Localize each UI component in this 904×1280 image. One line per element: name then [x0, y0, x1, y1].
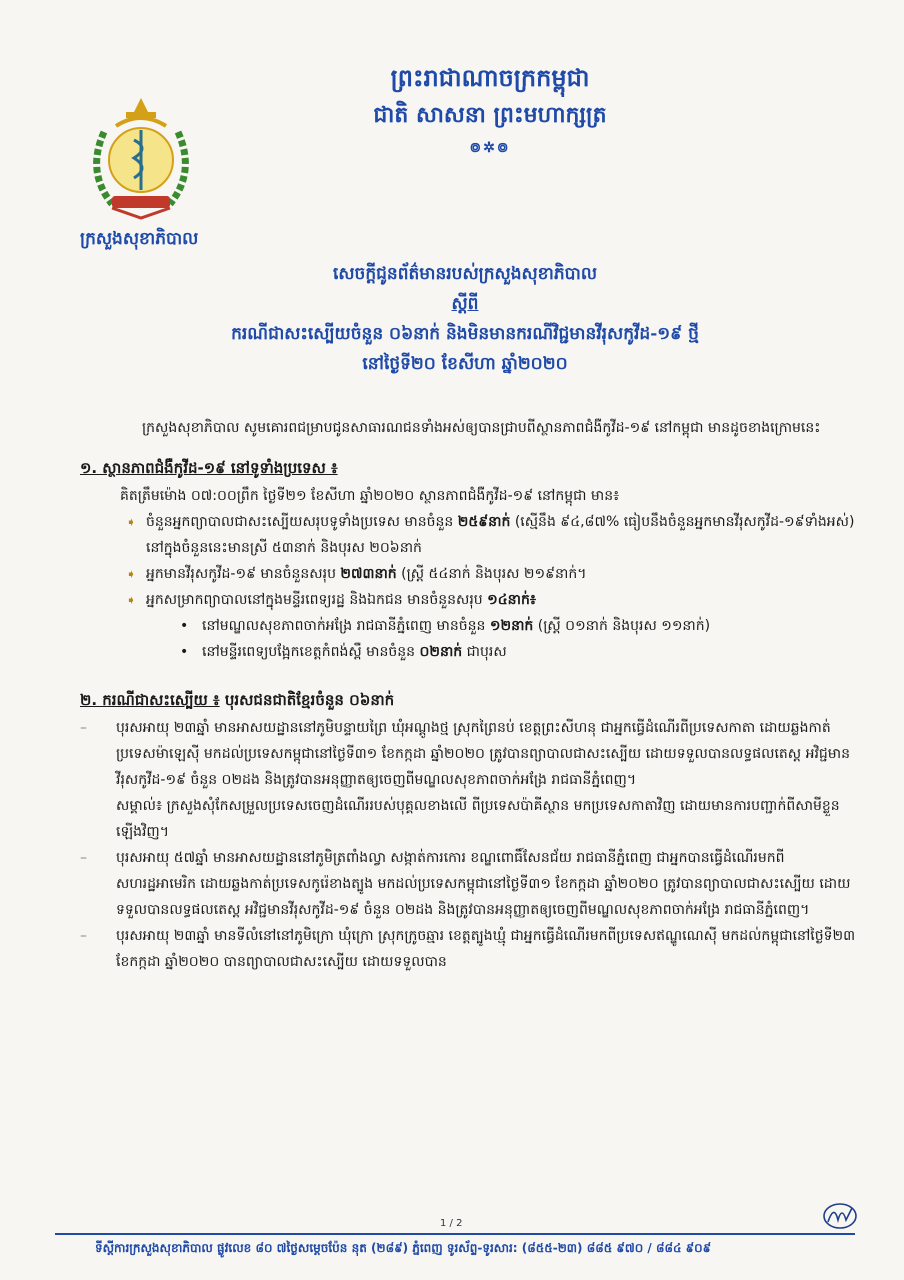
bullet-text: អ្នកសម្រាកព្យាបាលនៅក្នុងមន្ទីរពេទ្យរដ្ឋ និងឯកជន មានចំនួនសរុប: [146, 592, 488, 608]
bullet-cases-total: [126, 561, 860, 587]
title-line-1: សេចក្តីជូនព័ត៌មានរបស់ក្រសួងសុខាភិបាល: [332, 264, 598, 284]
dash-marker: –: [80, 850, 87, 866]
arrow-bullet-icon: ➧: [126, 567, 137, 581]
bullet-hospitalized: [126, 587, 860, 613]
section-2-label: ២. ករណីជាសះស្បើយ ៖: [80, 691, 220, 709]
arrow-bullet-icon: ➧: [126, 515, 137, 529]
sub-bullet-tail: (ស្ត្រី ០១នាក់ និងបុរស ១១នាក់): [533, 618, 711, 634]
kingdom-heading: [300, 62, 680, 158]
initials-signature-icon: [820, 1198, 860, 1232]
bullet-text: ចំនួនអ្នកព្យាបាលជាសះស្បើយសរុបទូទាំងប្រទេស មានចំនួន: [146, 514, 458, 530]
case-3-text: បុរសអាយុ ២៣ឆ្នាំ មានទីលំនៅនៅភូមិក្រោ ឃុំក្រោ ស្រុកក្រូចឆ្មារ ខេត្តត្បូងឃ្មុំ ជាអ្នកធ្វើដំណើរមកពីប្រទេសឥណ្ឌូណេស៊ី មកដល់កម្ពុជានៅថ្ងៃទី២៣ ខែកក្កដា ឆ្នាំ២០២០ បានព្យាបាលជាសះស្បើយ ដោយទទួលបាន: [116, 928, 856, 970]
sub-bullet-chak-angre: [180, 613, 860, 639]
section-2-label-tail: បុរសជនជាតិខ្មែរចំនួន ០៦នាក់: [219, 691, 395, 709]
case-2-text: បុរសអាយុ ៥៧ឆ្នាំ មានអាសយដ្ឋាននៅភូមិត្រពាំងល្វា សង្កាត់ការកោរ ខណ្ឌពោធិ៍សែនជ័យ រាជធានីភ្នំពេញ ជាអ្នកបានធ្វើដំណើរមកពីសហរដ្ឋអាមេរិក ដោយឆ្លងកាត់ប្រទេសកូរ៉េខាងត្បូង មកដល់ប្រទេសកម្ពុជានៅថ្ងៃទី៣១ ខែកក្កដា ឆ្នាំ២០២០ ត្រូវបានព្យាបាលជាសះស្បើយ ដោយទទួលបានលទ្ធផលតេស្ត អវិជ្ជមានវីរុសកូវីដ-១៩ ចំនួន ០២ដង និងត្រូវបានអនុញ្ញាតឲ្យចេញពីមណ្ឌលសុខភាពចាក់អង្រែ រាជធានីភ្នំពេញ។: [116, 850, 851, 918]
sub-bullet-kampong-speu: [180, 639, 860, 665]
section-1-heading: [80, 455, 860, 481]
bullet-recovered-total: [126, 509, 860, 561]
national-motto: ជាតិ សាសនា ព្រះមហាក្សត្រ: [373, 102, 607, 128]
section-1-lead: គិតត្រឹមម៉ោង ០៧:០០ព្រឹក ថ្ងៃទី២១ ខែសីហា ឆ្នាំ២០២០ ស្ថានភាពជំងឺកូវីដ-១៩ នៅកម្ពុជា មាន៖: [120, 488, 620, 504]
sub-bullet-bold: ១២នាក់: [489, 618, 534, 634]
section-2-heading: [80, 687, 860, 713]
sub-bullet-tail: ជាបុរស: [462, 644, 507, 660]
bullet-bold: ២៧៣នាក់: [340, 566, 397, 582]
bullet-text-tail: (ស្ត្រី ៥៤នាក់ និងបុរស ២១៩នាក់។: [396, 566, 587, 582]
press-release-title: [120, 262, 810, 382]
page-number: 1 / 2: [440, 1218, 463, 1229]
ministry-emblem-icon: [82, 92, 200, 222]
dash-marker: –: [80, 720, 87, 736]
section-1-label: ១. ស្ថានភាពជំងឺកូវីដ-១៩ នៅទូទាំងប្រទេស ៖: [80, 459, 338, 477]
case-1-text: បុរសអាយុ ២៣ឆ្នាំ មានអាសយដ្ឋាននៅភូមិបន្ទាយព្រៃ ឃុំអណ្តូងថ្ម ស្រុកព្រៃនប់ ខេត្តព្រះសីហនុ ជាអ្នកធ្វើដំណើរពីប្រទេសកាតា ដោយឆ្លងកាត់ប្រទេសម៉ាឡេស៊ី មកដល់ប្រទេសកម្ពុជានៅថ្ងៃទី៣១ ខែកក្កដា ឆ្នាំ២០២០ ត្រូវបានព្យាបាលជាសះស្បើយ ដោយទទួលបានលទ្ធផលតេស្ត អវិជ្ជមានវីរុសកូវីដ-១៩ ចំនួន ០២ដង និងត្រូវបានអនុញ្ញាតឲ្យចេញពីមណ្ឌលសុខភាពចាក់អង្រែ រាជធានីភ្នំពេញ។: [116, 720, 851, 788]
footer-divider: [55, 1233, 855, 1235]
bullet-text-tail: (ស្មើនឹង ៩៤,៨៧% ធៀបនឹងចំនួនអ្នកមានវីរុសកូវីដ-១៩ទាំងអស់) នៅក្នុងចំនួននេះមានស្រី ៥៣នាក់ និងបុរស ២០៦នាក់: [146, 514, 855, 556]
sub-bullet-text: នៅមន្ទីរពេទ្យបង្អែកខេត្តកំពង់ស្ពឺ មានចំនួន: [202, 644, 420, 660]
kingdom-title: ព្រះរាជាណាចក្រកម្ពុជា: [390, 63, 590, 92]
dash-marker: –: [80, 928, 87, 944]
title-line-2: ស្តីពី: [451, 294, 479, 314]
title-line-3: ករណីជាសះស្បើយចំនួន ០៦នាក់ និងមិនមានករណីវិជ្ជមានវីរុសកូវីដ-១៩ ថ្មី: [231, 324, 699, 344]
case-2: [80, 845, 860, 923]
bullet-bold: ២៥៩នាក់: [457, 514, 511, 530]
arrow-bullet-icon: ➧: [126, 593, 137, 607]
bullet-text: អ្នកមានវីរុសកូវីដ-១៩ មានចំនួនសរុប: [146, 566, 341, 582]
case-1-note: សម្គាល់៖ ក្រសួងសុំកែសម្រួលប្រទេសចេញដំណើររបស់បុគ្គលខាងលើ ពីប្រទេសប៉ាគីស្ថាន មកប្រទេសកាតាវិញ ដោយមានការបញ្ជាក់ពីសាមីខ្លួនឡើងវិញ។: [116, 798, 840, 840]
bullet-bold: ១៤នាក់៖: [487, 592, 537, 608]
case-1: [80, 715, 860, 793]
sub-bullet-bold: ០២នាក់: [419, 644, 463, 660]
footer-address: ទីស្តីការក្រសួងសុខាភិបាល ផ្លូវលេខ ៨០ ៧ថ្ងៃសម្តេចប៉ែន នុត (២៨៩) ភ្នំពេញ ទូរស័ព្ទ-ទូរសារ: (៨៥៥-២៣) ៨៨៥ ៩៧០ / ៨៨៤ ៩០៩: [95, 1241, 712, 1255]
ornament: ៙✲៙: [469, 140, 511, 156]
title-date: នៅថ្ងៃទី២០ ខែសីហា ឆ្នាំ២០២០: [362, 354, 568, 374]
sub-bullet-text: នៅមណ្ឌលសុខភាពចាក់អង្រែ រាជធានីភ្នំពេញ មានចំនួន: [202, 618, 490, 634]
intro-paragraph: ក្រសួងសុខាភិបាល សូមគោរពជម្រាបជូនសាធារណជនទាំងអស់ឲ្យបានជ្រាបពីស្ថានភាពជំងឺកូវីដ-១៩ នៅកម្ពុជា មានដូចខាងក្រោមនេះ: [142, 420, 821, 436]
document-body: [80, 415, 860, 975]
ministry-name: ក្រសួងសុខាភិបាល: [80, 229, 199, 249]
case-3: [80, 923, 860, 975]
